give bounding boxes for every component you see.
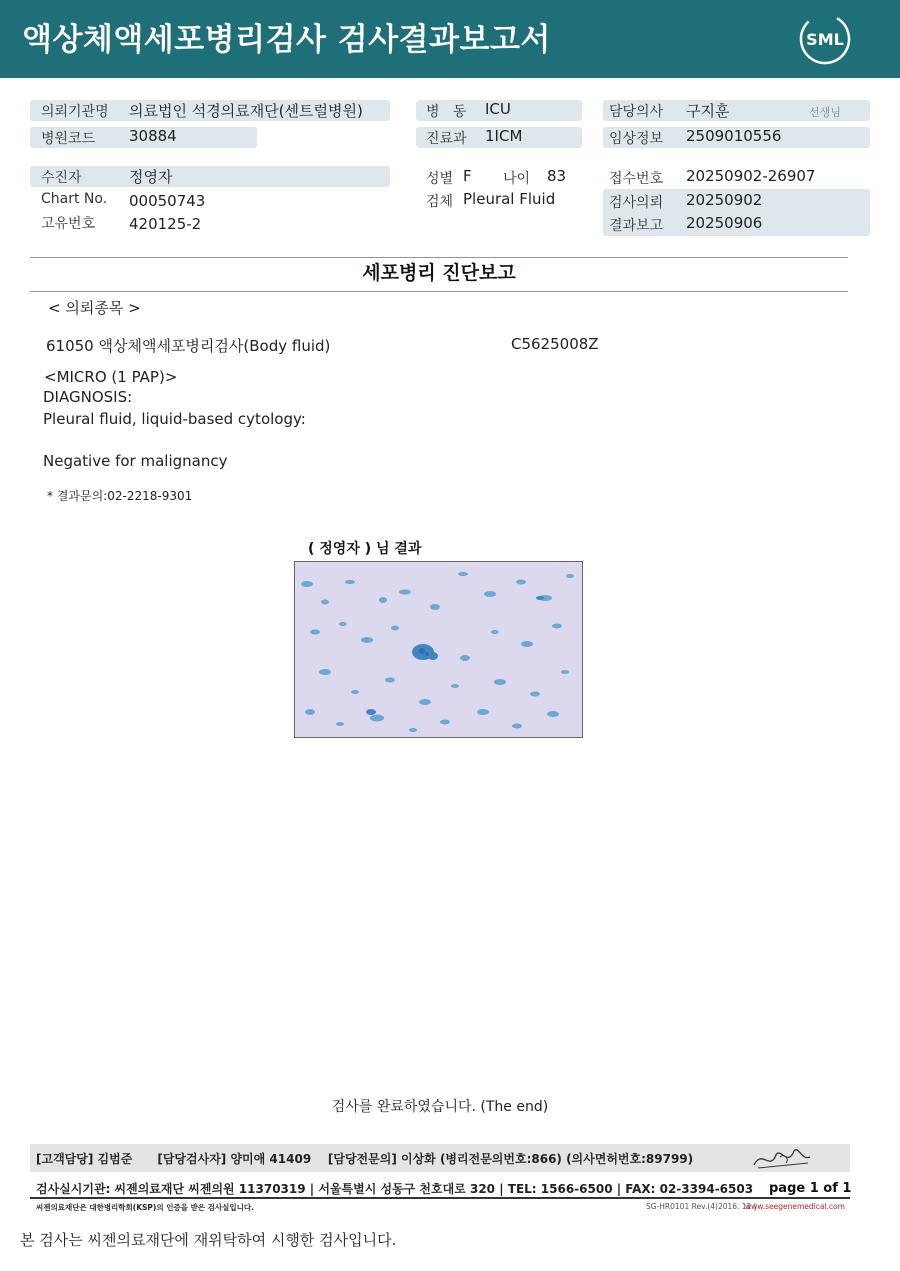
department-label: 진료과 [426,131,467,147]
footer-rule [30,1197,850,1199]
hospital-code-label: 병원코드 [41,131,96,147]
institution-label: 의뢰기관명 [41,104,109,120]
test-line: 61050 액상체액세포병리검사(Body fluid) [46,337,331,355]
page-indicator: page 1 of 1 [769,1181,852,1196]
patient-row [30,166,390,187]
doctor-value: 구지훈 [686,102,730,120]
receipt-label: 접수번호 [609,171,664,187]
diagnosis-detail: Pleural fluid, liquid-based cytology: [43,410,306,428]
specimen-label: 검체 [426,194,454,210]
receipt-value: 20250902-26907 [686,167,816,185]
footer-url: www.seegenemedical.com [745,1202,845,1211]
sml-logo [798,12,852,66]
request-value: 20250902 [686,191,763,209]
unique-value: 420125-2 [129,215,202,233]
department-value: 1ICM [485,127,523,145]
patient-label: 수진자 [41,170,82,186]
ward-label: 병 동 [426,104,467,120]
diagnosis-result: Negative for malignancy [43,452,228,470]
specimen-value: Pleural Fluid [463,190,556,208]
inquiry-phone: * 결과문의:02-2218-9301 [47,489,193,503]
order-header: < 의뢰종목 > [48,299,141,317]
bottom-note: 본 검사는 씨젠의료재단에 재위탁하여 시행한 검사입니다. [20,1231,397,1249]
image-caption: ( 정영자 ) 님 결과 [308,541,422,557]
certification-note: 씨젠의료재단은 대한병리학회(KSP)의 인증을 받은 검사실입니다. [36,1203,254,1212]
test-code: C5625008Z [511,335,599,353]
section-bottom-rule [30,291,848,292]
report-date-value: 20250906 [686,214,763,232]
age-value: 83 [547,167,567,185]
diagnosis-header: DIAGNOSIS: [43,388,133,406]
revision-code: SG-HR0101 Rev.(4)2016. 11 | [646,1202,757,1211]
signature-image [750,1141,814,1173]
report-date-label: 결과보고 [609,218,664,234]
sex-value: F [463,167,472,185]
micro-header: <MICRO (1 PAP)> [44,368,178,386]
chart-label: Chart No. [41,191,108,207]
cytology-image [294,561,583,738]
footer-institution-line: 검사실시기관: 씨젠의료재단 씨젠의원 11370319 | 서울특별시 성동구 천호대로 320 | TEL: 1566-6500 | FAX: 02-3394-6503 [36,1182,754,1196]
unique-label: 고유번호 [41,216,96,232]
clinical-value: 2509010556 [686,127,782,145]
institution-value: 의료법인 석경의료재단(센트럴병원) [129,102,363,120]
clinical-label: 임상정보 [609,131,664,147]
cytology-image-drawing [295,562,583,738]
age-label: 나이 [503,171,531,187]
report-title: 액상체액세포병리검사 검사결과보고서 [22,22,551,58]
doctor-label: 담당의사 [609,104,664,120]
logo-text: SML [806,30,844,49]
doctor-suffix: 선생님 [809,106,841,119]
ward-value: ICU [485,100,511,118]
sex-label: 성별 [426,171,454,187]
hospital-code-value: 30884 [129,127,177,145]
chart-value: 00050743 [129,192,206,210]
report-header [0,0,900,78]
footer-staff-line: [고객담당] 김범준 [담당검사자] 양미애 41409 [담당전문의] 이상화 (병리전문의번호:866) (의사면허번호:89799) [36,1152,694,1166]
patient-value: 정영자 [129,168,173,186]
end-text: 검사를 완료하였습니다. (The end) [331,1099,549,1115]
section-title: 세포병리 진단보고 [362,262,516,284]
request-label: 검사의뢰 [609,195,664,211]
